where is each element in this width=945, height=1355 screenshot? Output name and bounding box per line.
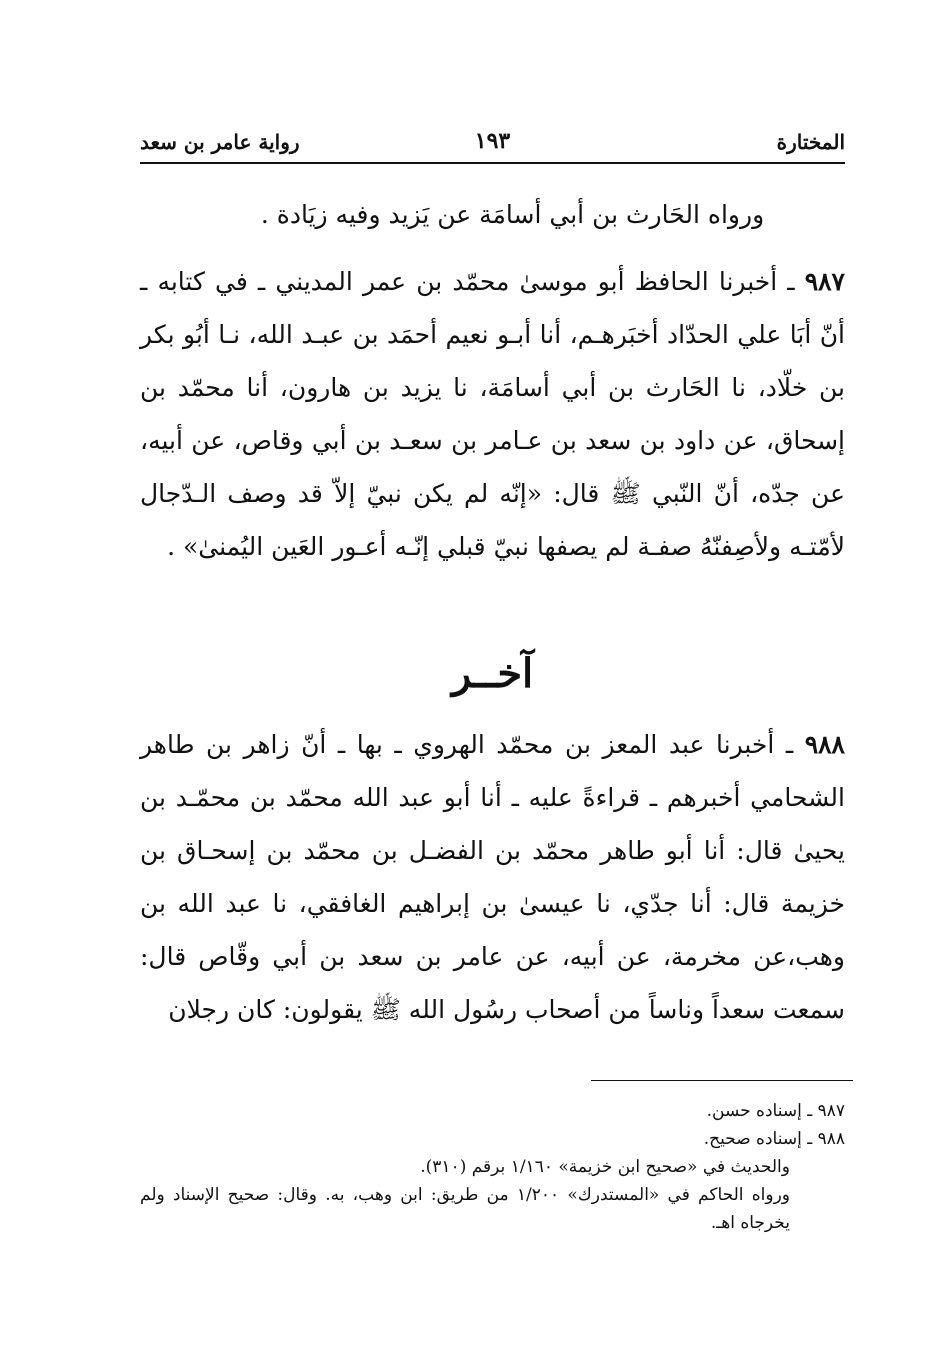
footnote-divider [591,1080,853,1081]
section-title: رواية عامر بن سعد [140,130,300,154]
page-number: ١٩٣ [474,128,511,154]
hadith-987-text: ـ أخبرنا الحافظ أبو موسىٰ محمّد بن عمر المديني ـ في كتابه ـ أنّ أبَا علي الحدّاد أخبَرهـم، أنا أبـو نعيم أحمَد بن عبـد الله، نـا أبُو بكر بن خلّاد، نا الحَارث بن أبي أسامَة، نا يزيد بن هارون، أنا محمّد بن إسحاق، عن داود بن سعد بن عـامر بن سعـد بن أبي وقاص، عن أبيه، عن جدّه، أنّ النّبي ﷺ قال: «إنّه لم يكن نبيّ إلاّ قد وصف الـدّجال لأمّتـه ولأصِفنّهُ صفـة لم يصفها نبيّ قبلي إنّـه أعـور العَين اليُمنىٰ» . [140,267,845,561]
hadith-987-paragraph [140,255,845,573]
intro-line: ورواه الحَارث بن أبي أسامَة عن يَزيد وفيه زيَادة . [260,200,765,229]
hadith-987-number: ٩٨٧ [804,267,845,296]
footnote-text: ورواه الحاكم في «المستدرك» ١/٢٠٠ من طريق: ابن وهب، به. وقال: صحيح الإسناد ولم يخرجاه اهـ. [140,1185,790,1233]
section-heading: آخــر [451,650,534,697]
book-title: المختارة [776,130,845,154]
footnote-987 [140,1097,845,1125]
footnote-text: والحديث في «صحيح ابن خزيمة» ١/١٦٠ برقم (٣١٠). [420,1157,790,1177]
footnote-text: ـ إسناده صحيح. [703,1129,818,1149]
hadith-988-number: ٩٨٨ [804,730,845,759]
running-header [140,128,845,164]
hadith-988-text: ـ أخبرنا عبد المعز بن محمّد الهروي ـ بها ـ أنّ زاهر بن طاهر الشحامي أخبرهم ـ قراءةً عليه ـ أنا أبو عبد الله محمّد بن محمّـد بن يحيىٰ قال: أنا أبو طاهر محمّد بن الفضـل بن محمّد بن إسحـاق بن خزيمة قال: أنا جدّي، نا عيسىٰ بن إبراهيم الغافقي، نا عبد الله بن وهب،عن مخرمة، عن أبيه، عن عامر بن سعد بن أبي وقّاص قال: سمعت سعداً وناساً من أصحاب رسُول الله ﷺ يقولون: كان رجلان [140,730,845,1024]
footnote-988-source-2 [140,1181,845,1237]
footnote-text: ـ إسناده حسن. [706,1101,818,1121]
footnote-988 [140,1125,845,1153]
footnote-number: ٩٨٨ [817,1129,845,1149]
footnote-988-source-1 [140,1153,845,1181]
hadith-988-paragraph [140,718,845,1036]
footnotes [140,1097,845,1237]
footnote-number: ٩٨٧ [817,1101,845,1121]
